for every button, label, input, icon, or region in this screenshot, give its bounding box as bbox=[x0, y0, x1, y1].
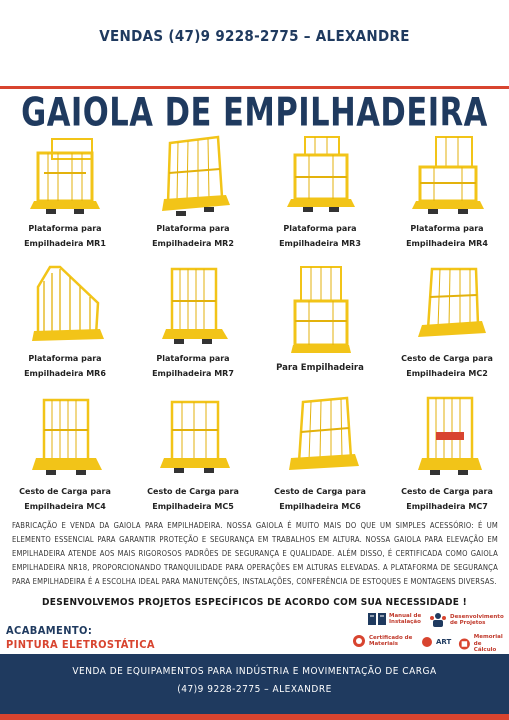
product-label: Plataforma para Empilhadeira MR1 bbox=[24, 224, 106, 248]
product-mc5[interactable] bbox=[133, 396, 253, 514]
product-label: Cesto de Carga para Empilhadeira MC2 bbox=[401, 354, 493, 378]
badge-certificate-label: Certificado de Materiais bbox=[369, 634, 413, 647]
cage-image bbox=[20, 263, 110, 351]
product-label: Plataforma para Empilhadeira MR2 bbox=[152, 224, 234, 248]
product-mc4[interactable] bbox=[5, 396, 125, 514]
product-label: Plataforma para Empilhadeira MR4 bbox=[406, 224, 488, 248]
product-label: Cesto de Carga para Empilhadeira MC5 bbox=[147, 487, 239, 511]
product-label: Plataforma para Empilhadeira MR6 bbox=[24, 354, 106, 378]
header-divider bbox=[0, 86, 509, 89]
badge-manual bbox=[368, 612, 421, 626]
badge-art-label: ART bbox=[436, 637, 452, 646]
certificate-icon bbox=[352, 634, 366, 648]
product-mc2[interactable] bbox=[387, 263, 507, 381]
footer-contact: (47)9 9228-2775 – ALEXANDRE bbox=[177, 684, 332, 695]
product-label: Plataforma para Empilhadeira MR3 bbox=[279, 224, 361, 248]
footer-divider bbox=[0, 714, 509, 720]
cage-image bbox=[20, 133, 110, 221]
product-mr3[interactable] bbox=[260, 133, 380, 251]
footer bbox=[0, 654, 509, 714]
product-mr6[interactable] bbox=[5, 263, 125, 381]
product-mc7[interactable] bbox=[387, 396, 507, 514]
cage-image bbox=[402, 263, 492, 351]
badge-certificate bbox=[352, 634, 412, 648]
cage-image bbox=[148, 396, 238, 484]
badge-calc-label: Memorial de Cálculo bbox=[473, 634, 503, 653]
product-mr2[interactable] bbox=[133, 133, 253, 251]
product-mr1[interactable] bbox=[5, 133, 125, 251]
team-icon bbox=[429, 612, 447, 628]
product-mr4[interactable] bbox=[387, 133, 507, 251]
finish-label: ACABAMENTO: bbox=[6, 624, 93, 637]
cage-image bbox=[275, 133, 365, 221]
badge-art bbox=[421, 636, 451, 648]
product-label: Plataforma para Empilhadeira MR7 bbox=[152, 354, 234, 378]
badge-calc bbox=[458, 634, 509, 654]
art-document-icon bbox=[421, 636, 433, 648]
product-label: Cesto de Carga para Empilhadeira MC6 bbox=[274, 487, 366, 511]
badge-projects-label: Desenvolvimento de Projetos bbox=[450, 613, 504, 626]
cage-image bbox=[148, 133, 238, 221]
cage-image bbox=[275, 396, 365, 484]
page-title: GAIOLA DE EMPILHADEIRA bbox=[21, 90, 488, 136]
calculation-icon bbox=[458, 637, 471, 651]
product-description: FABRICAÇÃO E VENDA DA GAIOLA PARA EMPILHADEIRA. NOSSA GAIOLA É MUITO MAIS DO QUE UM SIMPLES ACESSÓRIO: É UM ELEMENTO ESSENCIAL PARA GARANTIR PROTEÇÃO E SEGURANÇA EM TRABALHOS EM ALTURA. NOSSA GAIOLA PARA ELEVAÇÃO EM EMPILHADEIRA ATENDE AOS MAIS RIGOROSOS PADRÕES DE SEGURANÇA E QUALIDADE. ALÉM DISSO, É CERTIFICADA COMO GAIOLA EMPILHADEIRA NR18, PROPORCIONANDO TRANQUILIDADE PARA OPERAÇÕES EM ALTURAS ELEVADAS. A PLATAFORMA DE SEGURANÇA PARA EMPILHADEIRA É A ESCOLHA IDEAL PARA MANUTENÇÕES, INSTALAÇÕES, CONFERÊNCIA DE ESTOQUES E MONTAGENS DIVERSAS. bbox=[12, 521, 498, 586]
badge-projects bbox=[429, 612, 504, 628]
product-para-empilhadeira[interactable] bbox=[260, 263, 380, 376]
cage-image bbox=[275, 263, 365, 361]
manual-book-icon bbox=[368, 612, 386, 626]
projects-tagline: DESENVOLVEMOS PROJETOS ESPECÍFICOS DE ACORDO COM SUA NECESSIDADE ! bbox=[42, 597, 467, 608]
product-label: Cesto de Carga para Empilhadeira MC4 bbox=[19, 487, 111, 511]
product-label: Para Empilhadeira bbox=[276, 363, 364, 373]
product-mc6[interactable] bbox=[260, 396, 380, 514]
finish-value: PINTURA ELETROSTÁTICA bbox=[6, 638, 155, 651]
product-mr7[interactable] bbox=[133, 263, 253, 381]
product-label: Cesto de Carga para Empilhadeira MC7 bbox=[401, 487, 493, 511]
badge-manual-label: Manual de Instalação bbox=[389, 612, 422, 625]
header-contact: VENDAS (47)9 9228-2775 – ALEXANDRE bbox=[99, 27, 410, 45]
footer-tagline: VENDA DE EQUIPAMENTOS PARA INDÚSTRIA E MOVIMENTAÇÃO DE CARGA bbox=[72, 666, 437, 677]
cage-image bbox=[402, 396, 492, 484]
cage-image bbox=[402, 133, 492, 221]
cage-image bbox=[148, 263, 238, 351]
cage-image bbox=[20, 396, 110, 484]
